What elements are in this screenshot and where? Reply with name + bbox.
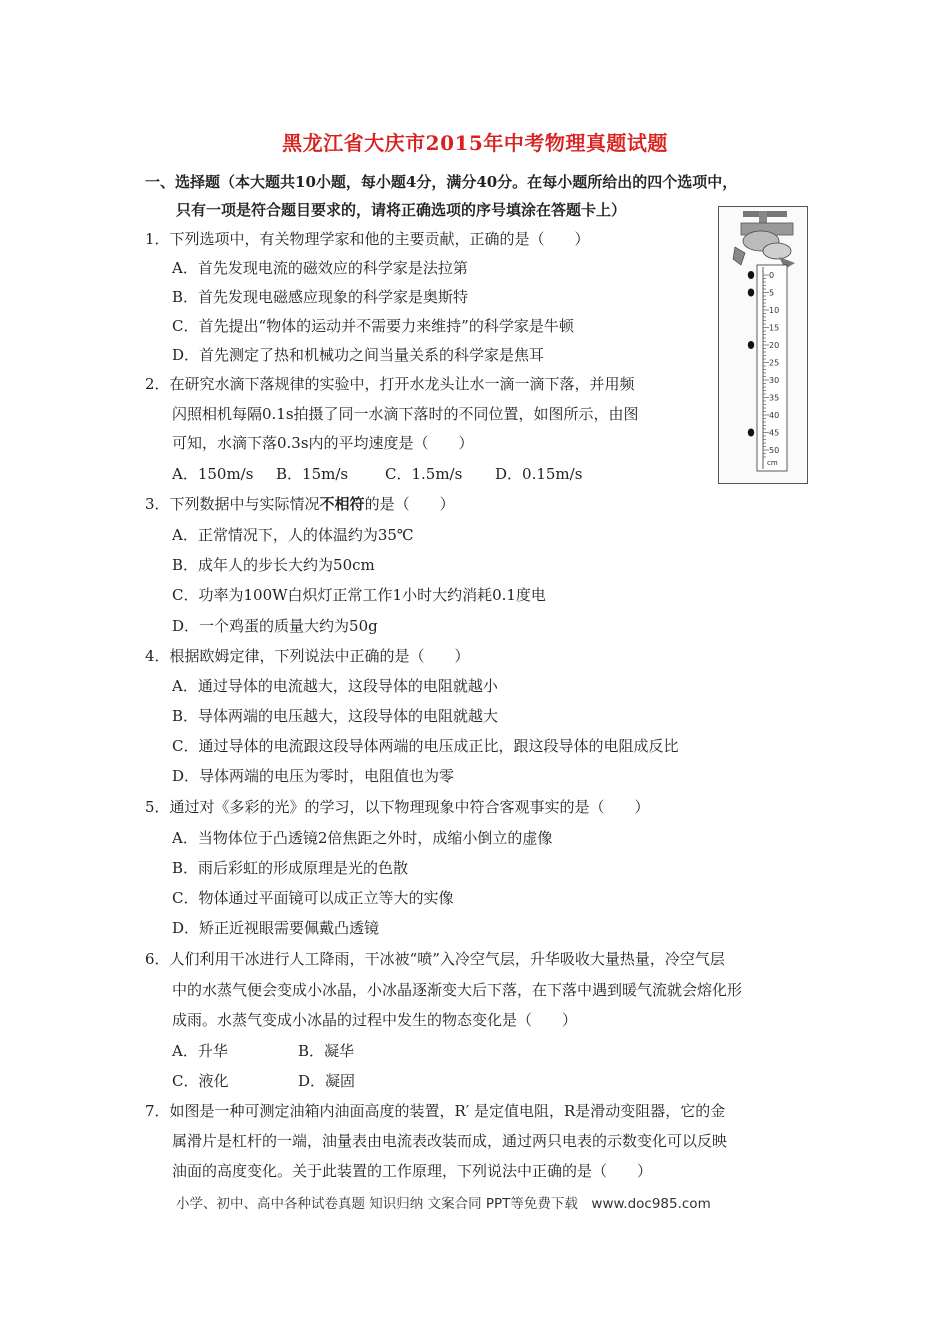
question-7-stem-cont: 油面的高度变化。关于此装置的工作原理，下列说法中正确的是（ ）: [172, 1162, 653, 1180]
ruler-tick-label: 50: [769, 446, 780, 455]
question-2-stem: 2．在研究水滴下落规律的实验中，打开水龙头让水一滴一滴下落，并用频: [145, 375, 635, 393]
question-1-option-b: B．首先发现电磁感应现象的科学家是奥斯特: [172, 288, 469, 306]
question-2-option-d: D．0.15m/s: [495, 465, 583, 483]
dripping-faucet-figure: [718, 206, 808, 484]
question-7-stem-cont: 属滑片是杠杆的一端，油量表由电流表改装而成，通过两只电表的示数变化可以反映: [172, 1132, 728, 1150]
question-6-stem-cont: 中的水蒸气便会变成小冰晶，小冰晶逐渐变大后下落，在下落中遇到暖气流就会熔化形: [172, 981, 743, 999]
question-6-option-d: D．凝固: [298, 1072, 356, 1090]
question-5-option-b: B．雨后彩虹的形成原理是光的色散: [172, 859, 409, 877]
question-5-option-c: C．物体通过平面镜可以成正立等大的实像: [172, 889, 454, 907]
page-footer: 小学、初中、高中各种试卷真题 知识归纳 文案合同 PPT等免费下载 www.doc985.com: [176, 1196, 711, 1212]
question-4-option-d: D．导体两端的电压为零时，电阻值也为零: [172, 767, 455, 785]
question-3-option-d: D．一个鸡蛋的质量大约为50g: [172, 617, 378, 635]
question-2-stem-cont: 闪照相机每隔0.1s拍摄了同一水滴下落时的不同位置，如图所示，由图: [172, 405, 639, 423]
question-4-option-a: A．通过导体的电流越大，这段导体的电阻就越小: [172, 677, 498, 695]
ruler-tick-label: 0: [769, 271, 775, 280]
question-5-stem: 5．通过对《多彩的光》的学习，以下物理现象中符合客观事实的是（ ）: [145, 798, 650, 816]
ruler-tick-label: 35: [769, 393, 780, 403]
question-3-stem: [145, 494, 455, 514]
water-drop: [748, 271, 754, 279]
question-3-option-b: B．成年人的步长大约为50cm: [172, 556, 375, 574]
faucet-ruler-diagram: [719, 207, 807, 483]
question-2-stem-cont: 可知，水滴下落0.3s内的平均速度是（ ）: [172, 434, 474, 452]
ruler-tick-label: 30: [769, 376, 780, 385]
question-4-stem: 4．根据欧姆定律，下列说法中正确的是（ ）: [145, 647, 470, 665]
ruler-tick-label: 5: [769, 288, 775, 298]
question-2-option-b: B．15m/s: [276, 465, 349, 483]
question-7-stem: 7．如图是一种可测定油箱内油面高度的装置，R′ 是定值电阻，R是滑动变阻器，它的金: [145, 1102, 726, 1120]
question-1-option-c: C．首先提出“物体的运动并不需要力来维持”的科学家是牛顿: [172, 317, 574, 335]
question-1-stem: 1．下列选项中，有关物理学家和他的主要贡献，正确的是（ ）: [145, 230, 590, 248]
question-3-option-a: A．正常情况下，人的体温约为35℃: [172, 526, 414, 544]
question-2-option-a: A．150m/s: [172, 465, 254, 483]
question-2-option-c: C．1.5m/s: [385, 465, 463, 483]
question-5-option-d: D．矫正近视眼需要佩戴凸透镜: [172, 919, 380, 937]
question-3-option-c: C．功率为100W白炽灯正常工作1小时大约消耗0.1度电: [172, 586, 546, 604]
question-3-stem-post: 的是（ ）: [364, 495, 455, 513]
ruler-tick-label: 15: [769, 323, 780, 333]
page-title: 黑龙江省大庆市2015年中考物理真题试题: [282, 131, 668, 155]
ruler-tick-label: 20: [769, 341, 780, 350]
ruler-tick-label: 45: [769, 428, 780, 438]
water-drop: [748, 341, 754, 349]
question-6-stem-cont: 成雨。水蒸气变成小冰晶的过程中发生的物态变化是（ ）: [172, 1011, 578, 1029]
question-3-stem-emphasis: 不相符: [319, 495, 365, 513]
question-3-stem-pre: 3．下列数据中与实际情况: [145, 495, 320, 513]
ruler-tick-label: 40: [769, 411, 780, 420]
section-heading-cont: 只有一项是符合题目要求的，请将正确选项的序号填涂在答题卡上）: [176, 201, 627, 219]
question-1-option-a: A．首先发现电流的磁效应的科学家是法拉第: [172, 259, 468, 277]
ruler-unit-label: cm: [767, 459, 778, 467]
section-heading: 一、选择题（本大题共10小题，每小题4分，满分40分。在每小题所给出的四个选项中，: [145, 173, 738, 191]
water-drop: [748, 429, 754, 437]
ruler-tick-label: 10: [769, 306, 780, 315]
ruler-tick-label: 25: [769, 358, 780, 368]
question-6-option-b: B．凝华: [298, 1042, 355, 1060]
water-drops: [748, 271, 754, 437]
question-5-option-a: A．当物体位于凸透镜2倍焦距之外时，成缩小倒立的虚像: [172, 829, 553, 847]
question-6-option-c: C．液化: [172, 1072, 229, 1090]
question-4-option-c: C．通过导体的电流跟这段导体两端的电压成正比，跟这段导体的电阻成反比: [172, 737, 679, 755]
question-4-option-b: B．导体两端的电压越大，这段导体的电阻就越大: [172, 707, 499, 725]
question-1-option-d: D．首先测定了热和机械功之间当量关系的科学家是焦耳: [172, 346, 545, 364]
question-6-stem: 6．人们利用干冰进行人工降雨，干冰被“喷”入冷空气层，升华吸收大量热量，冷空气层: [145, 950, 725, 968]
water-drop: [748, 289, 754, 297]
question-6-option-a: A．升华: [172, 1042, 228, 1060]
